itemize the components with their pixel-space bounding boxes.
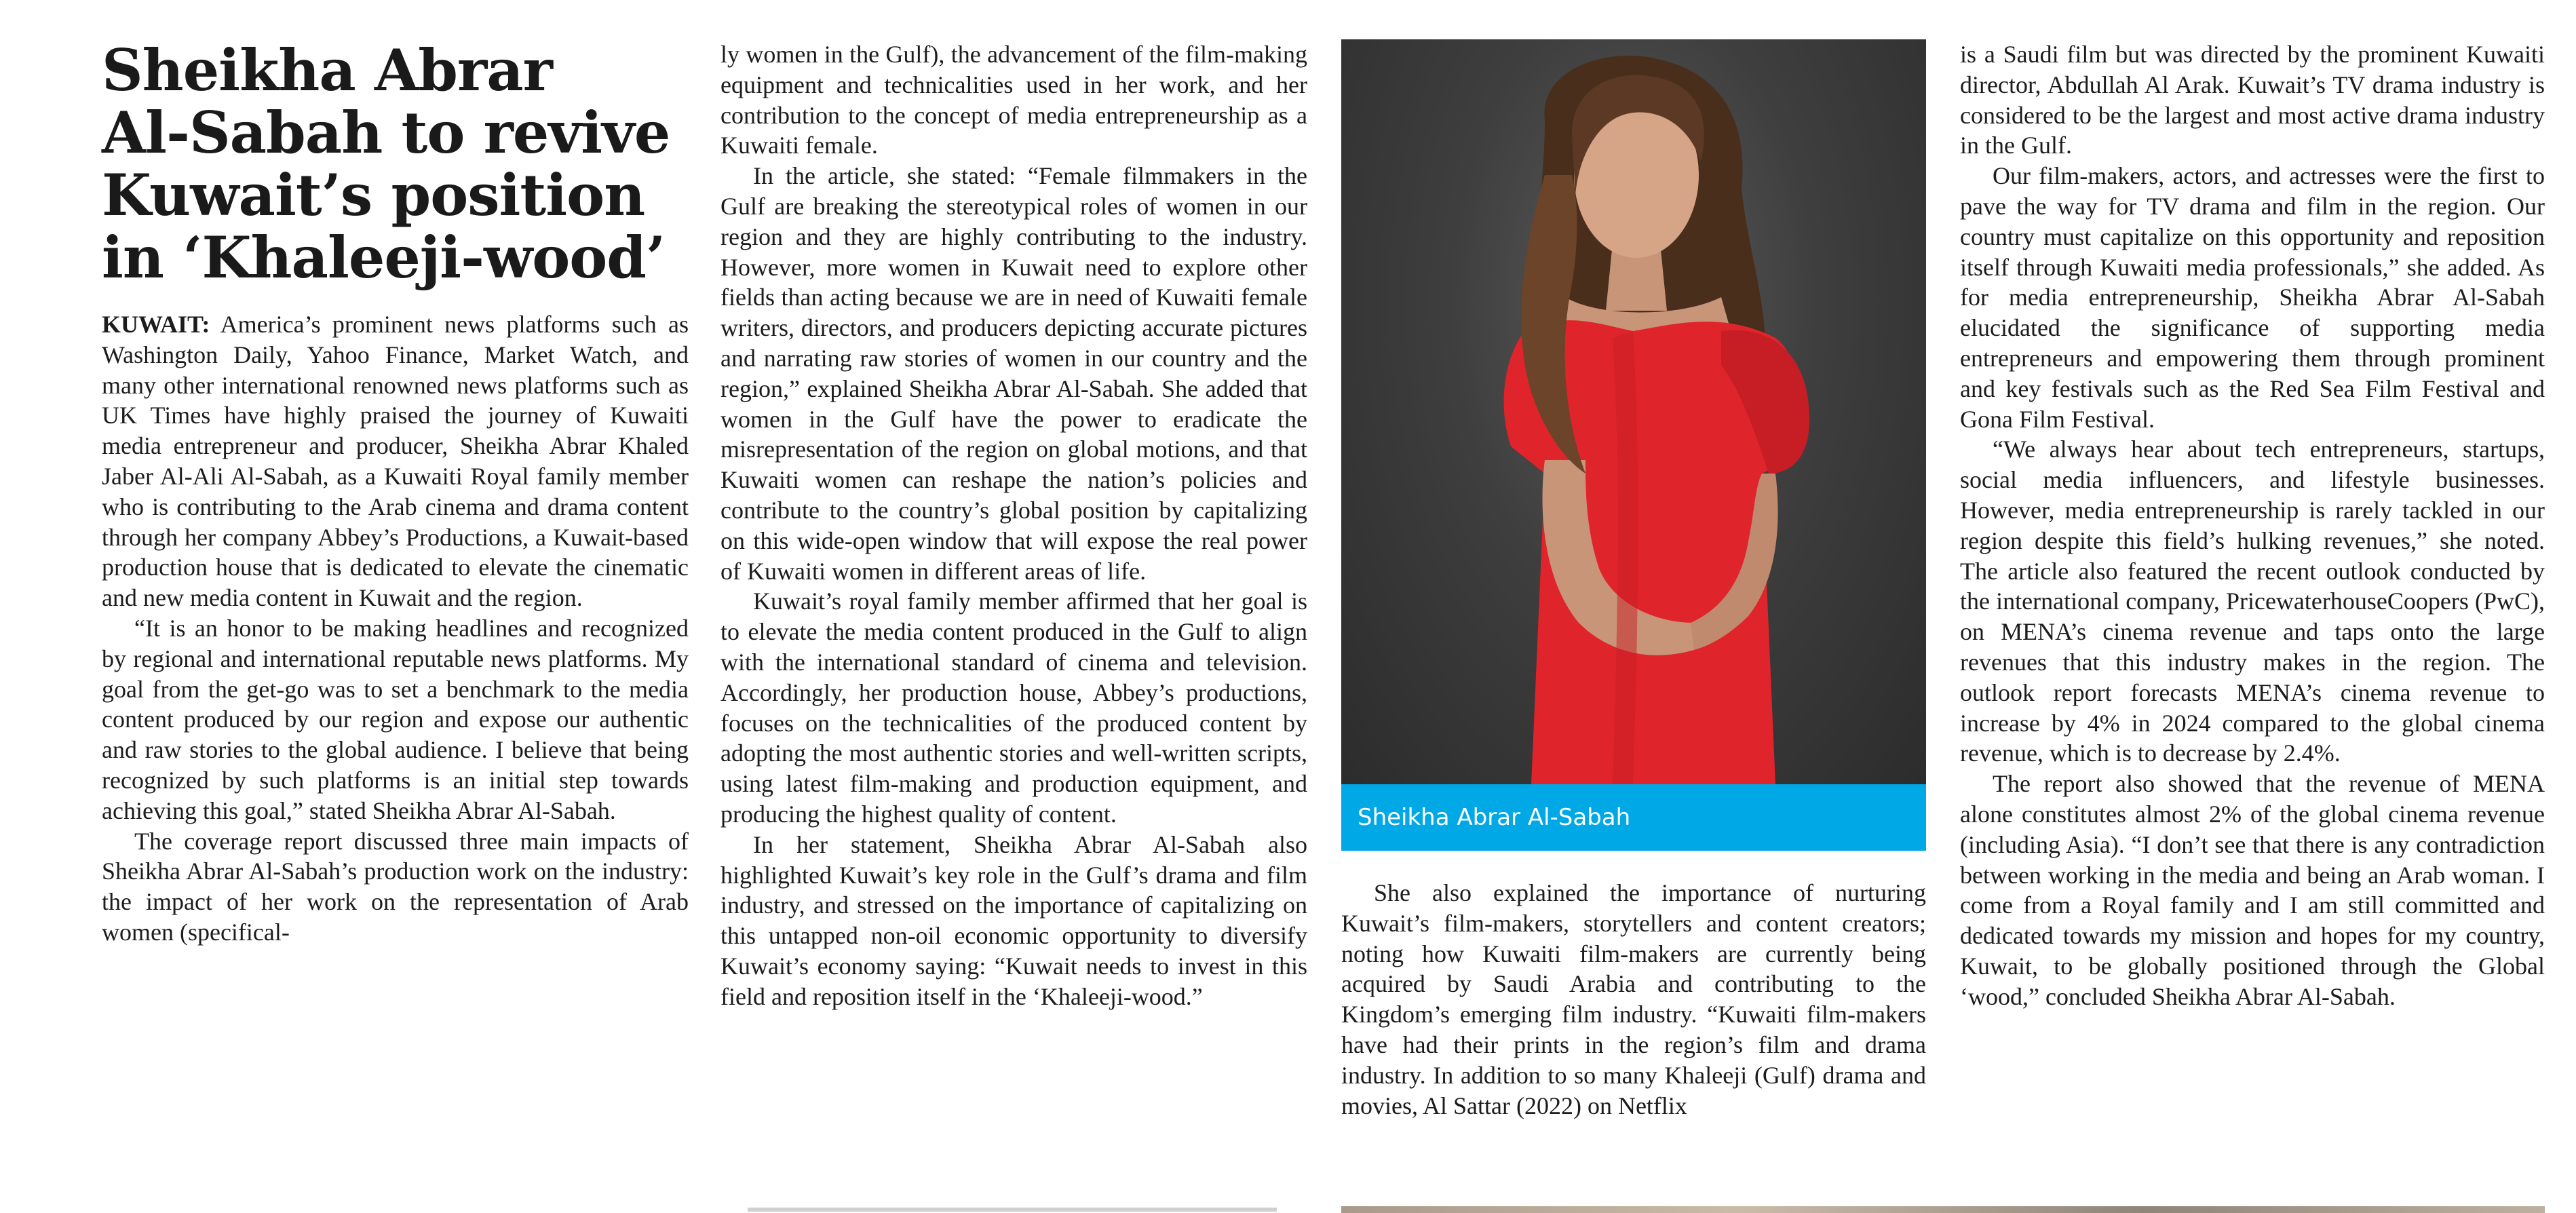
article-body-col2: [720, 39, 1307, 1012]
headline-line: Sheikha Abrar: [102, 37, 552, 104]
article-column-3: [1341, 39, 1926, 1121]
paragraph: The coverage report discussed three main impacts of Sheikha Abrar Al-Sabah’s production work on the industry: the impact of her work on the representation of Arab women (specifical-: [102, 827, 689, 946]
article-column-4: [1960, 39, 2545, 1012]
paragraph: Our film-makers, actors, and actresses were the first to pave the way for TV drama and film in the region. Our country must capitalize on this opportunity and reposition itself through Kuwaiti media professionals,” she added. As for media entrepreneurship, Sheikha Abrar Al-Sabah elucidated the significance of supporting media entrepreneurs and empowering them through prominent and key festivals such as the Red Sea Film Festival and Gona Film Festival.: [1960, 162, 2545, 433]
article-column-1: [102, 39, 689, 948]
cut-off-text-line: [748, 1208, 1277, 1212]
dateline: KUWAIT:: [102, 311, 210, 338]
article-column-2: [720, 39, 1307, 1012]
photo-caption: Sheikha Abrar Al-Sabah: [1341, 784, 1926, 851]
paragraph: Kuwait’s royal family member affirmed that her goal is to elevate the media content produced in the Gulf to align with the international standard of cinema and television. Accordingly, her production house, Abbey’s productions, focuses on the technicalities of the produced content by adopting the most authentic stories and well-written scripts, using latest film-making and production equipment, and producing the highest quality of content.: [720, 588, 1307, 828]
paragraph: is a Saudi film but was directed by the prominent Kuwaiti director, Abdullah Al Arak. Kuwait’s TV drama industry is considered to be the largest and most active drama industry in the Gulf.: [1960, 41, 2545, 159]
portrait-illustration: [1341, 39, 1926, 784]
paragraph: “We always hear about tech entrepreneurs, startups, social media influencers, and lifestyle businesses. However, media entrepreneurship is rarely tackled in our region despite this field’s hulking revenues,” she noted. The article also featured the recent outlook conducted by the international company, PricewaterhouseCoopers (PwC), on MENA’s cinema revenue and taps onto the large revenues that this industry makes in the region. The outlook report forecasts MENA’s cinema revenue to increase by 4% in 2024 compared to the global cinema revenue, which is to decrease by 2.4%.: [1960, 436, 2545, 767]
paragraph: The report also showed that the revenue of MENA alone constitutes almost 2% of the global cinema revenue (including Asia). “I don’t see that there is any contradiction between working in the media and being an Arab woman. I come from a Royal family and I am still committed and dedicated towards my mission and hopes for my country, Kuwait, to be globally positioned through the Global ‘wood,” concluded Sheikha Abrar Al-Sabah.: [1960, 770, 2545, 1010]
paragraph: “It is an honor to be making headlines and recognized by regional and international reputable news platforms. My goal from the get-go was to set a benchmark to the media content produced by our region and expose our authentic and raw stories to the global audience. I believe that being recognized by such platforms is an initial step towards achieving this goal,” stated Sheikha Abrar Al-Sabah.: [102, 614, 689, 824]
article-body-col1: [102, 309, 689, 948]
next-story-photo-edge: [1341, 1206, 2545, 1213]
headline-line: in ‘Khaleeji-wood’: [102, 224, 666, 291]
paragraph: [102, 309, 689, 613]
portrait-photo: [1341, 39, 1926, 784]
paragraph-text: America’s prominent news platforms such as Washington Daily, Yahoo Finance, Market Watch, and many other international renowned news platforms such as UK Times have highly praised the journey of Kuwaiti media entrepreneur and producer, Sheikha Abrar Khaled Jaber Al-Ali Al-Sabah, as a Kuwaiti Royal family member who is contributing to the Arab cinema and drama content through her company Abbey’s Productions, a Kuwait-based production house that is dedicated to elevate the cinematic and new media content in Kuwait and the region.: [102, 311, 689, 612]
article-body-col4: [1960, 39, 2545, 1012]
headline-line: Kuwait’s position: [102, 161, 645, 229]
article-headline: [102, 39, 689, 289]
paragraph: She also explained the importance of nurturing Kuwait’s film-makers, storytellers and content creators; noting how Kuwaiti film-makers are currently being acquired by Saudi Arabia and contributing to the Kingdom’s emerging film industry. “Kuwaiti film-makers have had their prints in the region’s film and drama industry. In addition to so many Khaleeji (Gulf) drama and movies, Al Sattar (2022) on Netflix: [1341, 879, 1926, 1119]
paragraph: In her statement, Sheikha Abrar Al-Sabah also highlighted Kuwait’s key role in the Gulf’s drama and film industry, and stressed on the importance of capitalizing on this untapped non-oil economic opportunity to diversify Kuwait’s economy saying: “Kuwait needs to invest in this field and reposition itself in the ‘Khaleeji-wood.”: [720, 830, 1307, 1010]
article-body-col3: [1341, 878, 1926, 1121]
next-story-text-fragment: [720, 1205, 1307, 1213]
paragraph: In the article, she stated: “Female filmmakers in the Gulf are breaking the stereotypical roles of women in our region and they are highly contributing to the industry. However, more women in Kuwait need to explore other fields than acting because we are in need of Kuwaiti female writers, directors, and producers depicting accurate pictures and narrating raw stories of women in our country and the region,” explained Sheikha Abrar Al-Sabah. She added that women in the Gulf have the power to eradicate the misrepresentation of the region on global motions, and that Kuwaiti women can reshape the nation’s policies and contribute to the country’s global position by capitalizing on this wide-open window that will expose the real power of Kuwaiti women in different areas of life.: [720, 162, 1307, 585]
headline-line: Al-Sabah to revive: [102, 99, 670, 166]
paragraph: ly women in the Gulf), the advancement of the film-making equipment and technicalities used in her work, and her contribution to the concept of media entrepreneurship as a Kuwaiti female.: [720, 41, 1307, 159]
